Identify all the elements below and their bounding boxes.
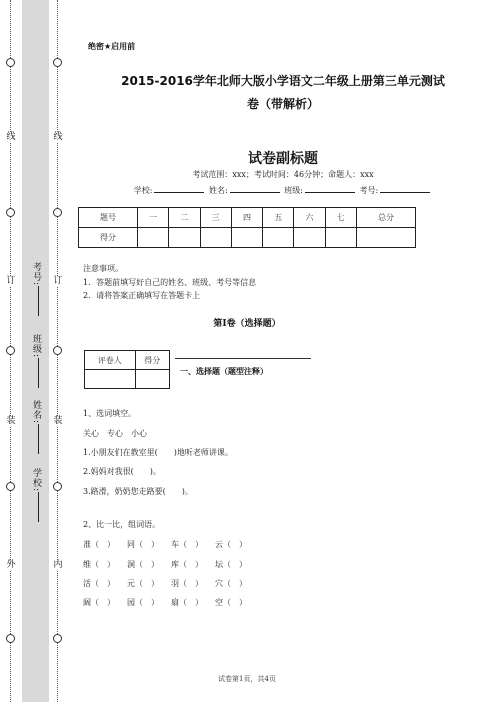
student-number-label: 考号:	[359, 186, 379, 195]
part-title: 一、选择题（题型注释）	[180, 366, 268, 376]
word-item: 园（ ）	[127, 598, 159, 607]
word-row	[83, 559, 259, 570]
score-header-cell: 题号	[79, 208, 138, 228]
word-item: 羽（ ）	[171, 579, 203, 588]
school-blank[interactable]	[154, 184, 204, 193]
word-item: 库（ ）	[171, 560, 203, 569]
inner-mark-xian: 线	[53, 132, 63, 142]
score-cell[interactable]	[231, 228, 262, 248]
outer-mark-ding: 订	[6, 276, 16, 286]
score-header-cell: 七	[325, 208, 356, 228]
inner-mark-nei: 内	[53, 560, 63, 570]
question-title: 1、选词填空。	[83, 409, 137, 418]
binding-hole-icon	[53, 482, 62, 491]
notice-item: 2．请将答案正确填写在答题卡上	[83, 291, 201, 300]
exam-title-line2: 卷（带解析）	[246, 97, 319, 111]
score-header-cell: 总分	[356, 208, 415, 228]
word-row	[83, 597, 259, 608]
score-cell[interactable]	[169, 228, 200, 248]
word-row	[83, 539, 259, 550]
binding-field-school: 学校:	[30, 468, 43, 522]
word-item: 维（ ）	[83, 560, 115, 569]
section-title: 第I卷（选择题）	[213, 319, 281, 329]
student-class-label: 班级:	[284, 186, 303, 195]
question-item: 2.妈妈对我很( )。	[83, 467, 161, 476]
inner-mark-ding: 订	[53, 276, 63, 286]
outer-mark-zhuang: 装	[6, 416, 16, 426]
word-item: 元（ ）	[127, 579, 159, 588]
score-cell[interactable]	[325, 228, 356, 248]
binding-hole-icon	[6, 634, 15, 643]
word-item: 扇（ ）	[171, 598, 203, 607]
exam-subtitle: 试卷副标题	[248, 151, 318, 167]
score-cell[interactable]	[263, 228, 294, 248]
notice-title: 注意事项。	[83, 264, 123, 273]
word-item: 阔（ ）	[83, 598, 115, 607]
word-row	[83, 578, 259, 589]
binding-hole-icon	[53, 346, 62, 355]
student-info-line	[78, 184, 488, 196]
binding-hole-icon	[6, 482, 15, 491]
score-header-cell: 五	[263, 208, 294, 228]
binding-hole-icon	[6, 58, 15, 67]
outer-mark-xian: 线	[6, 132, 16, 142]
outer-mark-wai: 外	[6, 560, 16, 570]
binding-hole-icon	[53, 634, 62, 643]
binding-field-number: 考号:	[30, 262, 43, 316]
exam-title-line1: 2015-2016学年北师大版小学语文二年级上册第三单元测试	[121, 74, 445, 88]
score-header-cell: 二	[169, 208, 200, 228]
inner-mark-zhuang: 装	[53, 416, 63, 426]
word-item: 车（ ）	[171, 540, 203, 549]
score-value-row	[79, 228, 416, 248]
word-item: 活（ ）	[83, 579, 115, 588]
grader-label: 评卷人	[85, 351, 136, 370]
grader-table	[84, 350, 170, 389]
word-item: 同（ ）	[127, 540, 159, 549]
name-blank[interactable]	[230, 184, 280, 193]
binding-hole-icon	[53, 58, 62, 67]
confidential-label: 绝密★启用前	[88, 42, 136, 51]
grader-score-cell[interactable]	[135, 370, 169, 389]
notice-item: 1．答题前填写好自己的姓名、班级、考号等信息	[83, 278, 257, 287]
question-item: 1.小朋友们在教室里( )地听老师讲课。	[83, 448, 233, 457]
word-item: 坛（ ）	[215, 560, 247, 569]
score-table	[78, 207, 416, 248]
score-cell[interactable]	[138, 228, 169, 248]
student-name-label: 姓名:	[209, 186, 228, 195]
score-header-cell: 一	[138, 208, 169, 228]
binding-hole-icon	[53, 208, 62, 217]
student-school-label: 学校:	[133, 186, 153, 195]
score-cell[interactable]	[356, 228, 415, 248]
word-item: 洞（ ）	[127, 560, 159, 569]
question-title: 2、比一比，组词语。	[83, 520, 161, 529]
score-header-cell: 三	[200, 208, 231, 228]
score-header-cell: 六	[294, 208, 325, 228]
binding-field-name: 姓名:	[30, 400, 43, 454]
question-item: 3.路滑，奶奶您走路要( )。	[83, 487, 193, 496]
score-header-cell: 四	[231, 208, 262, 228]
binding-hole-icon	[6, 346, 15, 355]
word-item: 准（ ）	[83, 540, 115, 549]
score-header-row	[79, 208, 416, 228]
word-item: 穴（ ）	[215, 579, 247, 588]
score-cell[interactable]	[200, 228, 231, 248]
word-options: 关心 专心 小心	[83, 429, 147, 438]
score-row-label: 得分	[79, 228, 138, 248]
word-item: 空（ ）	[215, 598, 247, 607]
score-cell[interactable]	[294, 228, 325, 248]
part-divider	[175, 358, 311, 359]
page-footer: 试卷第1页，共4页	[218, 675, 276, 683]
word-item: 云（ ）	[215, 540, 247, 549]
exam-info: 考试范围：xxx；考试时间：46分钟；命题人：xxx	[192, 170, 374, 179]
number-blank[interactable]	[380, 184, 430, 193]
class-blank[interactable]	[305, 184, 355, 193]
grader-cell[interactable]	[85, 370, 136, 389]
binding-hole-icon	[6, 208, 15, 217]
grader-score-label: 得分	[135, 351, 169, 370]
binding-field-class: 班级:	[30, 334, 43, 388]
